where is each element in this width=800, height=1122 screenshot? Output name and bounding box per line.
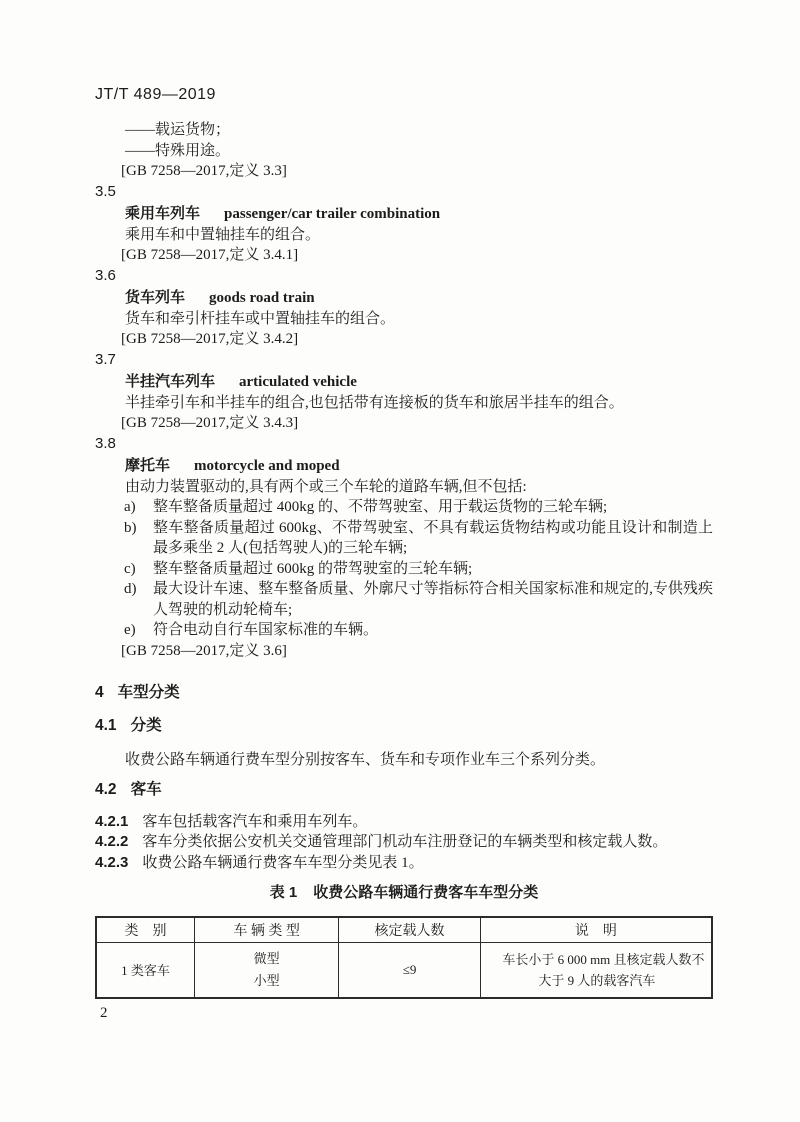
term-definition: 货车和牵引杆挂车或中置轴挂车的组合。 xyxy=(125,310,396,327)
dash-item: ——特殊用途。 xyxy=(125,142,231,159)
paragraph: 收费公路车辆通行费车型分别按客车、货车和专项作业车三个系列分类。 xyxy=(125,752,606,768)
table-1 xyxy=(95,916,713,999)
list-marker: e) xyxy=(124,622,136,638)
source-ref: [GB 7258—2017,定义 3.4.1] xyxy=(121,247,299,263)
term-en: goods road train xyxy=(209,290,315,306)
table-header-row xyxy=(96,917,712,942)
column-header-note: 说 明 xyxy=(480,917,712,942)
source-ref: [GB 7258—2017,定义 3.3] xyxy=(121,163,287,179)
vehicle-type-line: 微型 xyxy=(253,950,280,966)
clause-number-3-7: 3.7 xyxy=(95,350,116,368)
source-ref: [GB 7258—2017,定义 3.6] xyxy=(121,642,287,659)
source-ref: [GB 7258—2017,定义 3.4.2] xyxy=(121,331,299,347)
cell-note: 车长小于 6 000 mm 且核定载人数不大于 9 人的载客汽车 xyxy=(480,942,712,998)
section-heading-4 xyxy=(95,682,713,703)
list-text: 符合电动自行车国家标准的车辆。 xyxy=(153,622,379,638)
term-heading xyxy=(95,204,713,225)
clause-text: 收费公路车辆通行费客车车型分类见表 1。 xyxy=(142,854,424,871)
term-definition: 半挂牵引车和半挂车的组合,也包括带有连接板的货车和旅居半挂车的组合。 xyxy=(125,394,624,411)
section-heading-4-1 xyxy=(95,715,713,736)
dash-item: ——载运货物； xyxy=(125,122,231,138)
cell-vehicle-type xyxy=(195,942,339,998)
term-heading xyxy=(95,288,713,309)
list-marker: b) xyxy=(124,519,137,536)
clause-number: 4.2.3 xyxy=(95,853,129,871)
caption-label: 表 1 xyxy=(269,884,298,901)
section-heading-4-2 xyxy=(95,779,713,800)
document-page xyxy=(95,86,713,1023)
column-header-vehicle-type: 车 辆 类 型 xyxy=(195,917,339,942)
column-header-seats: 核定载人数 xyxy=(339,917,481,942)
list-item xyxy=(95,620,713,641)
clause-4-2-2 xyxy=(95,832,713,853)
clause-number-3-8: 3.8 xyxy=(95,434,116,452)
list-marker: c) xyxy=(124,560,136,577)
cell-category: 1 类客车 xyxy=(96,942,195,998)
list-item xyxy=(95,518,713,559)
table-row xyxy=(96,942,712,998)
clause-text: 客车分类依据公安机关交通管理部门机动车注册登记的车辆类型和核定载人数。 xyxy=(142,834,668,850)
section-number: 4 xyxy=(95,684,104,701)
section-title: 客车 xyxy=(130,780,162,798)
clause-number-3-6: 3.6 xyxy=(95,266,116,284)
term-definition: 乘用车和中置轴挂车的组合。 xyxy=(125,226,321,243)
list-item xyxy=(95,579,713,620)
page-number: 2 xyxy=(100,1005,108,1021)
list-item xyxy=(95,559,713,580)
term-zh: 货车列车 xyxy=(125,289,186,306)
cell-seats: ≤9 xyxy=(339,942,481,998)
table-caption xyxy=(95,883,713,903)
caption-title: 收费公路车辆通行费客车车型分类 xyxy=(313,884,539,901)
list-text: 整车整备质量超过 600kg 的带驾驶室的三轮车辆; xyxy=(153,560,473,577)
clause-number-3-5: 3.5 xyxy=(95,182,116,200)
section-number: 4.2 xyxy=(95,780,117,798)
clause-4-2-3 xyxy=(95,853,713,874)
term-zh: 摩托车 xyxy=(125,457,171,474)
clause-text: 客车包括载客汽车和乘用车列车。 xyxy=(142,813,368,830)
source-ref: [GB 7258—2017,定义 3.4.3] xyxy=(121,415,299,431)
term-zh: 乘用车列车 xyxy=(125,205,201,222)
list-text: 整车整备质量超过 600kg、不带驾驶室、不具有载运货物结构或功能且设计和制造上最多乘坐 2 人(包括驾驶人)的三轮车辆; xyxy=(153,519,713,556)
list-marker: d) xyxy=(124,581,137,597)
vehicle-type-line: 小型 xyxy=(253,972,280,988)
column-header-category: 类 别 xyxy=(96,917,195,942)
term-en: motorcycle and moped xyxy=(194,458,340,474)
clause-number: 4.2.1 xyxy=(95,812,129,830)
term-heading xyxy=(95,372,713,393)
standard-number: JT/T 489—2019 xyxy=(95,86,216,103)
term-heading xyxy=(95,456,713,477)
section-number: 4.1 xyxy=(95,717,117,734)
list-item xyxy=(95,497,713,518)
term-en: articulated vehicle xyxy=(239,374,357,390)
term-definition: 由动力装置驱动的,具有两个或三个车轮的道路车辆,但不包括: xyxy=(125,478,527,495)
clause-4-2-1 xyxy=(95,812,713,833)
list-marker: a) xyxy=(124,499,136,515)
section-title: 车型分类 xyxy=(117,684,180,701)
clause-number: 4.2.2 xyxy=(95,833,129,850)
list-text: 最大设计车速、整车整备质量、外廓尺寸等指标符合相关国家标准和规定的,专供残疾人驾驶的机动轮椅车; xyxy=(153,581,713,618)
term-zh: 半挂汽车列车 xyxy=(125,373,216,390)
term-en: passenger/car trailer combination xyxy=(224,206,441,222)
section-title: 分类 xyxy=(130,717,162,734)
list-text: 整车整备质量超过 400kg 的、不带驾驶室、用于载运货物的三轮车辆; xyxy=(153,499,608,515)
